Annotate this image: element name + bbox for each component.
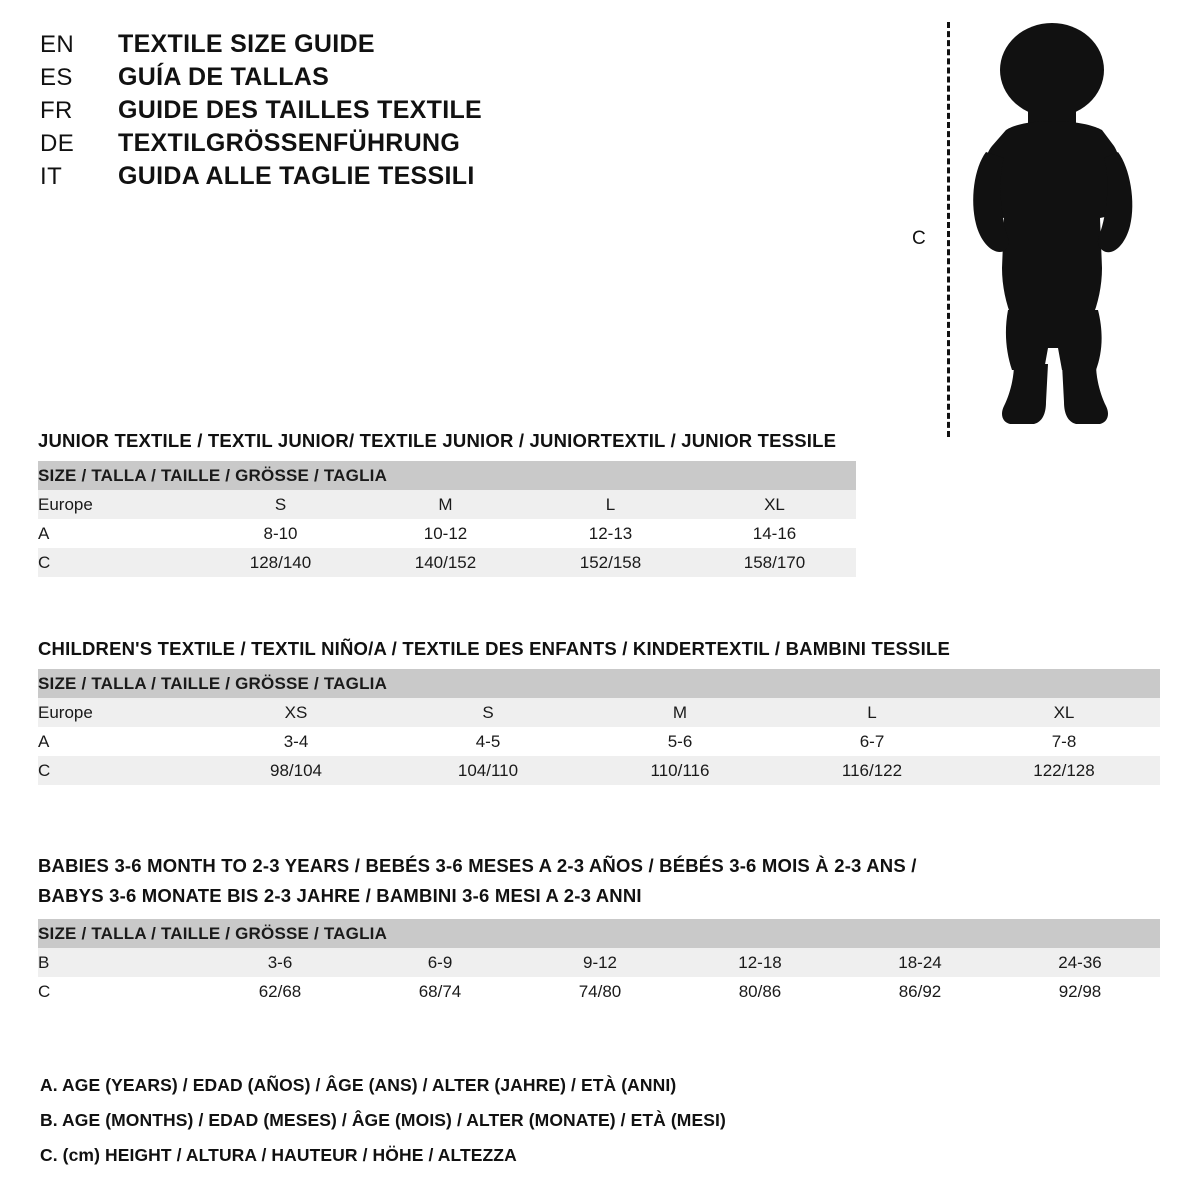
header-row [40, 162, 740, 191]
header-row [40, 30, 740, 59]
cell-value: 7-8 [968, 727, 1160, 756]
table-row [38, 948, 1160, 977]
row-label: C [38, 977, 200, 1006]
height-measure-figure [900, 10, 1160, 440]
header-title-text: GUIDA ALLE TAGLIE TESSILI [118, 162, 475, 190]
cell-value: 68/74 [360, 977, 520, 1006]
section-title: BABIES 3-6 MONTH TO 2-3 YEARS / BEBÉS 3-6 MESES A 2-3 AÑOS / BÉBÉS 3-6 MOIS À 2-3 ANS / [38, 855, 917, 876]
section-childrens-textile [38, 638, 1160, 785]
cell-value: M [584, 698, 776, 727]
cell-value: 4-5 [392, 727, 584, 756]
header-lang-code: DE [40, 130, 75, 157]
cell-value: 10-12 [363, 519, 528, 548]
section-title: CHILDREN'S TEXTILE / TEXTIL NIÑO/A / TEXTILE DES ENFANTS / KINDERTEXTIL / BAMBINI TESSILE [38, 638, 950, 659]
cell-value: 12-18 [680, 948, 840, 977]
table-row [38, 490, 856, 519]
cell-value: 128/140 [198, 548, 363, 577]
table-header-row [38, 669, 1160, 698]
babies-size-table [38, 919, 1160, 1006]
row-label: B [38, 948, 200, 977]
cell-value: 24-36 [1000, 948, 1160, 977]
legend [40, 1068, 726, 1173]
header-title-text: GUIDE DES TAILLES TEXTILE [118, 96, 483, 124]
child-silhouette-icon [962, 18, 1152, 438]
row-label: Europe [38, 698, 200, 727]
cell-value: 92/98 [1000, 977, 1160, 1006]
header-title-text: TEXTILGRÖSSENFÜHRUNG [118, 129, 461, 157]
cell-value: 86/92 [840, 977, 1000, 1006]
table-header-row [38, 461, 856, 490]
cell-value: XL [693, 490, 856, 519]
cell-value: 74/80 [520, 977, 680, 1006]
row-label: C [38, 756, 200, 785]
cell-value: 3-4 [200, 727, 392, 756]
cell-value: 80/86 [680, 977, 840, 1006]
section-babies-textile [38, 852, 1160, 1006]
table-row [38, 519, 856, 548]
legend-line-b: B. AGE (MONTHS) / EDAD (MESES) / ÂGE (MOIS) / ALTER (MONATE) / ETÀ (MESI) [40, 1110, 726, 1130]
section-junior-textile [38, 430, 856, 577]
measure-dashed-line [947, 22, 950, 437]
cell-value: XL [968, 698, 1160, 727]
language-header [40, 30, 740, 195]
header-row [40, 96, 740, 125]
cell-value: 14-16 [693, 519, 856, 548]
header-row [40, 63, 740, 92]
cell-value: 104/110 [392, 756, 584, 785]
cell-value: 110/116 [584, 756, 776, 785]
cell-value: 62/68 [200, 977, 360, 1006]
cell-value: L [528, 490, 693, 519]
cell-value: 3-6 [200, 948, 360, 977]
cell-value: L [776, 698, 968, 727]
cell-value: 6-9 [360, 948, 520, 977]
row-label: A [38, 727, 200, 756]
row-label: A [38, 519, 198, 548]
junior-size-table [38, 461, 856, 577]
table-header-label: SIZE / TALLA / TAILLE / GRÖSSE / TAGLIA [38, 919, 1160, 948]
legend-line-a: A. AGE (YEARS) / EDAD (AÑOS) / ÂGE (ANS) / ALTER (JAHRE) / ETÀ (ANNI) [40, 1075, 677, 1095]
cell-value: 152/158 [528, 548, 693, 577]
row-label: Europe [38, 490, 198, 519]
section-title: JUNIOR TEXTILE / TEXTIL JUNIOR/ TEXTILE JUNIOR / JUNIORTEXTIL / JUNIOR TESSILE [38, 430, 837, 451]
cell-value: M [363, 490, 528, 519]
measure-label-c: C [912, 228, 926, 249]
table-header-label: SIZE / TALLA / TAILLE / GRÖSSE / TAGLIA [38, 461, 856, 490]
cell-value: 158/170 [693, 548, 856, 577]
legend-line-c: C. (cm) HEIGHT / ALTURA / HAUTEUR / HÖHE / ALTEZZA [40, 1145, 517, 1165]
header-lang-code: FR [40, 97, 73, 124]
header-row [40, 129, 740, 158]
header-lang-code: ES [40, 64, 73, 91]
table-row [38, 977, 1160, 1006]
cell-value: 122/128 [968, 756, 1160, 785]
table-row [38, 548, 856, 577]
cell-value: 140/152 [363, 548, 528, 577]
row-label: C [38, 548, 198, 577]
children-size-table [38, 669, 1160, 785]
cell-value: 6-7 [776, 727, 968, 756]
cell-value: S [392, 698, 584, 727]
table-header-label: SIZE / TALLA / TAILLE / GRÖSSE / TAGLIA [38, 669, 1160, 698]
header-lang-code: EN [40, 31, 75, 58]
table-header-row [38, 919, 1160, 948]
cell-value: 116/122 [776, 756, 968, 785]
table-row [38, 727, 1160, 756]
cell-value: 8-10 [198, 519, 363, 548]
cell-value: 5-6 [584, 727, 776, 756]
cell-value: S [198, 490, 363, 519]
cell-value: 12-13 [528, 519, 693, 548]
header-title-text: TEXTILE SIZE GUIDE [118, 30, 375, 58]
section-title-line2: BABYS 3-6 MONATE BIS 2-3 JAHRE / BAMBINI 3-6 MESI A 2-3 ANNI [38, 884, 642, 906]
cell-value: XS [200, 698, 392, 727]
cell-value: 98/104 [200, 756, 392, 785]
header-title-text: GUÍA DE TALLAS [118, 63, 330, 91]
table-row [38, 756, 1160, 785]
table-row [38, 698, 1160, 727]
cell-value: 18-24 [840, 948, 1000, 977]
header-lang-code: IT [40, 163, 63, 190]
cell-value: 9-12 [520, 948, 680, 977]
